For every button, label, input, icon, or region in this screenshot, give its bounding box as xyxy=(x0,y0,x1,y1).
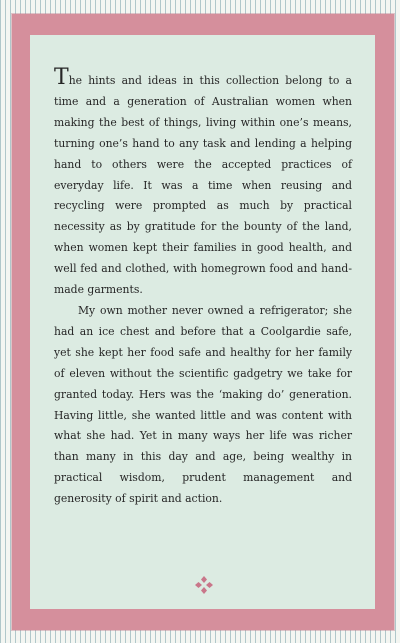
paragraph-2: My own mother never owned a refrigerator; she had an ice chest and before that a Coolgardie safe, yet she kept her food safe and healthy for her family of eleven without the scientific gadgetry we take for granted today. Hers was the ‘making do’ generation. Having little, she wanted little and was content with what she had. Yet in many ways her life was richer than many in this day and age, being wealthy in practical wisdom, prudent management and generosity of spirit and action. xyxy=(54,303,352,506)
pink-border-frame xyxy=(12,14,394,630)
paragraph-1-text: he hints and ideas in this collection belong to a time and a generation of Australian women when making the best of things, living within one’s means, turning one’s hand to any task and lending a helping hand to others were the accepted practices of everyday life. It was a time when reusing and recycling were prompted as much by practical necessity as by gratitude for the bounty of the land, when women kept their families in good health, and well fed and clothed, with homegrown food and hand-made garments. xyxy=(54,74,352,297)
four-diamond-ornament-icon xyxy=(194,575,214,595)
drop-cap: T xyxy=(54,65,69,90)
text-panel xyxy=(30,35,375,609)
article-text xyxy=(54,65,352,510)
paragraph-1 xyxy=(54,65,352,301)
